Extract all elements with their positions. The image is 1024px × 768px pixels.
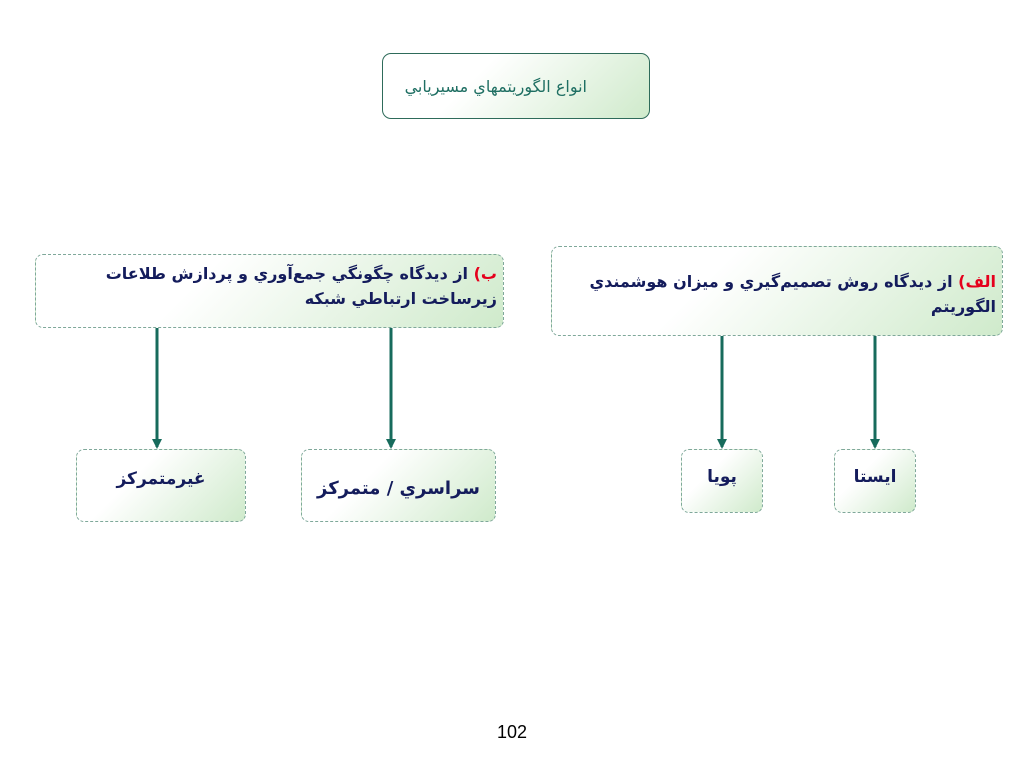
leaf-decentralized-label: غيرمتمركز — [116, 468, 206, 489]
category-b-text: از ديدگاه چگونگي جمع‌آوري و پردازش طلاعات زيرساخت ارتباطي شبكه — [105, 264, 497, 308]
category-a-text: از ديدگاه روش تصميم‌گيري و ميزان هوشمندي الگوريتم — [589, 272, 996, 316]
category-a-marker: الف) — [958, 272, 996, 291]
page-number: 102 — [496, 722, 528, 742]
leaf-dynamic-label: پويا — [707, 467, 737, 487]
diagram-title: انواع الگوريتمهاي مسيريابي — [404, 76, 587, 96]
leaf-static-label: ايستا — [853, 467, 897, 487]
category-b-marker: ب) — [473, 264, 497, 283]
leaf-centralized-label: سراسري / متمركز — [317, 478, 480, 499]
